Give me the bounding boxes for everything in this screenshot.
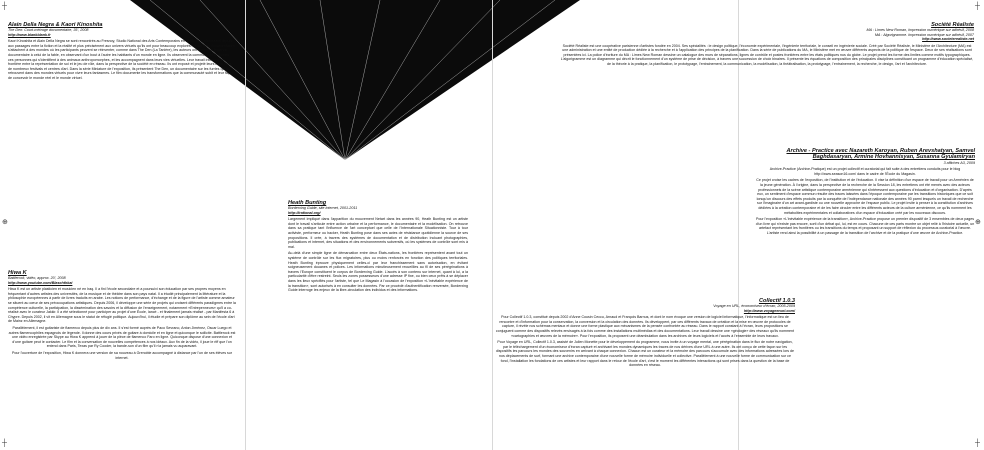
crop-mark-icon: ┼ <box>975 440 980 447</box>
fold-line <box>738 0 739 450</box>
artist-text: Pour Voyage en URL, Collectif 1.0.3, assisté de Julien Monette pour le développement du programme, nous invite à un voyage mental, une pérégrination dans le flux de notre navigation, par le téléchargement d'un économiseur d'écran capturé et archivant les mondes dynamiques les traces de nos dérives d'une URL à une autre. Ils ont conçu de cette façon sur les dispositifs les parcours les mondes des souvenirs en arrivant à chaque connexion. Chacun est un curateur et la mémoire des parcours s'accumule avec des informations adressées lors de nos déplacements de surf, formant une archive contemporaine d'une nouvelle forme de mémoire individuelle et collective. Parallèlement à une nouvelle forme de communication sur ce fond, l'installation les fondations de ces artistes et leur rapport dans le retour de l'école d'art, c'est le moment les différentes interactions qui sont prises dans la question de la base de données en réseau. <box>495 340 795 368</box>
artist-text: Parallèlement, il est guitariste de flamenco depuis plus de dix ans. Il s'est formé auprès de Paco Sevrano, Anton Jiménez, Oscar Luego et autres flamencophiles espagnols de légende. Il donne des cours privés de guitare à domicile et en ligne et quiconque le sollicite. Battlerock est une vidéo enregistrée par Skype au Hiwa K apprend à jouer de la pièce de flamenco Faro en ligne. Quiconque dispose d'une connexion et d'une guitare peut le contacter. Le film et la conversation de nouvelles compétences à nos idéaux. Aux fin de la vidéo, il joue le riff que l'on entend dans Paris, Texas par Ry Cooder, la bande-son d'un film qu'il n'a jamais vu auparavant. <box>8 325 236 349</box>
artwork-meta: Voyage en URL, économiseur d'écran, 2005-2009 <box>713 304 795 309</box>
artist-text: Pour l'exposition «L'inévitable expérience de la transition», Archive-Practice propose un premier dispositif de 3 ensembles de deux pages d'un livre qui n'existe pas encore, sorti d'un débat qui, lui, est en cours. Chacune de ces parts montre un objet relié à l'histoire actuelle, un artefact représentant les frontières ou les transitions du temps et proposant un support de réflexion du processus curatorial à l'œuvre. L'artiste rend ainsi la possibilité à un passage de la transition de l'archive et de la pratique d'une œuvre de Archive-Practice. <box>755 217 975 235</box>
artist-block-collectif <box>495 298 795 368</box>
artwork-meta: MA : Limes New Roman, Impression numérique sur adhésif, 2008 <box>866 28 974 33</box>
artist-title: Société Réaliste <box>931 22 974 28</box>
artist-text: Pour Collectif 1.0.3, constitué depuis 2002 d'Anne Cousin Ceccu, Arnaud et François Barnus, et dont le nom évoque une version de logiciel informatique, l'informatique est un lieu de rencontre et d'information pour la conservation, la conversion et la circulation des données. Ils développent, par ces différents travaux de création et la mise en œuvre de protocoles de capture, il révèle nos schémas mentaux et donne une forme plastique aux mécanismes de la pensée confrontée au réseau. Dans le rapport constant à l'écran, leurs propositions se conjuguent comme des dispositifs relevés envisagés à la fois comme des installations multimédias et des documentations. Leur travail dessine une «géologie» des réseaux qu'ils nomment «cartographies et œuvres de la mémoire». Pour l'exposition, ils proposent une déambulation dans les archives de leurs logiciels et l'accès à l'ensemble de leurs travaux. <box>495 315 795 338</box>
artist-title: Alain Della Negra & Kaori Kinoshita <box>8 22 103 28</box>
artwork-meta: The Den: Court-métrage documentaire, 35', 2008 <box>8 28 89 33</box>
artist-text: Pour l'ouverture de l'exposition, Hiwa K donnera une version de sa nouveau à Grenoble accompagné à distance par l'un de ses élèves sur internet. <box>11 350 232 360</box>
artist-title: Collectif 1.0.3 <box>758 298 795 304</box>
fold-line <box>492 0 493 450</box>
artist-block-societe <box>560 22 974 67</box>
artist-url[interactable]: http://www.youtube.com/Blaschthkai <box>8 280 73 285</box>
artist-text: Hiwa K est un artiste plasticien et musicien né en Iraq. Il a fini l'école secondaire et a poursuivi son éducation par ses propres moyens en fréquentant d'autres artistes des universités, de la musique et de théâtre dans son pays natal. Il a étudié principalement la littérature et la philosophie européennes à partir de livres traduits en arabe. Les notions de performance, d'échange et de la figure de l'artiste comme amateur se situent au cœur de ses préoccupations artistiques. Depuis 2006, il développe une série de projets qui croisent différents paradigmes entre la compétence culturelle, la participation, la dissémination des savoirs et la diffusion de l'enseignement, notamment «Entrepenneurs» qu'il a co-réalisé avec le curateur Jakkir. Il a été sélectionné pour participer au projet d'une École, lancé - et finalement jamais réalisé - par Manifesta 6 à Chypre. Depuis 2002, il vit en Allemagne sous le statut de réfugié politique. Aujourd'hui, il étudie et prépare son diplôme au sein de l'école d'art de Mainz en Allemagne. <box>8 287 236 324</box>
artist-url[interactable]: http://www.societerealiste.net <box>922 37 974 42</box>
artist-title: Hiwa K <box>8 270 27 276</box>
crop-mark-icon: ┼ <box>2 3 7 10</box>
crop-mark-icon: ┼ <box>975 3 980 10</box>
artist-block-hiwa <box>8 270 236 360</box>
artwork-meta: 3 affiches A3, 2009 <box>943 160 975 165</box>
artwork-meta: Battlerock, vidéo, approx. 20', 2008 <box>8 276 66 281</box>
artist-url[interactable]: http://www.blankblank.fr <box>8 32 51 37</box>
artist-text: Au-delà d'une simple ligne de démarcation entre deux États-nations, les frontières représentent avant tout un système de contrôle sur les flux migratoires, plus ou moins renforcés en fonction des politiques territoriales. Heath Bunting éprouve physiquement celles-ci par leur franchissement sans autorisation, en évitant soigneusement douanes et polices. Les informations minutieusement recueillies au fil de ses pérégrinations à travers l'Europe constituent le corpus de Borderxing Guide. L'accès à son contenu sur internet, quant à lui, a la particularité d'être restreint. Seuls les zones possesseurs d'une adresse IP fixe, ou bien ceux prêts à se déplacer dans les lieux spécifiés pour l'artiste, tel que Le Magasin à l'occasion de l'exposition «L'inévitable expérience de la transition», sont autorisés à en consulter les données. Par ce procédé d'authentification renversée, Borderxing Guide interroge les enjeux de la libre-circulation des individus et des informations. <box>288 251 468 293</box>
crop-mark-icon: ┼ <box>2 440 7 447</box>
artist-title: Archive - Practice avec Nazareth Karoyan, Ruben Arevshatyan, Samvel Baghdasaryan, Armine Hovhannisyan, Susanna Gyulamiryan <box>786 148 975 161</box>
registration-mark-icon: ⊕ <box>2 219 8 226</box>
artwork-meta: MA : Algorigramme. Impression numérique sur adhésif, 2007 <box>874 32 974 37</box>
artist-text: Kaori Kinoshita et Alain Della Negra se sont rencontrés au Fresnoy, Studio National des Arts Contemporains en 2001. Ils s'intéressent depuis aux passages entre la fiction et la réalité et plus précisément aux univers virtuels qu'ils ont pour beaucoup explorés. Leurs films documentaires s'attachent à des mondes où les participants peuvent se réinventer, comme dans The Den (La Tanière), les auteurs ont conjugué le genre documentaire à celui de la fable, en observant d'un bout à l'autre les habitants d'un monde en ligne. Ils observent la communauté de furries, ces personnes qui s'identifient à des animaux anthropomorphes, et les accompagnent dans leurs vies virtuelles. Leur travail interroge la frontière entre la représentation de soi et le jeu de rôle, dans la perspective de la société en réseau. Ils ont exposé et projeté leurs films dans de nombreux festivals et centres d'art. Dans la série Miniature de l'exposition, ils présentent The Den, un documentaire sur les furries qui se retrouvent dans des mondes virtuels pour vivre leurs fantasmes. Le film documente les transformations que la communauté subit et leur façon de concevoir le monde réel et le monde virtuel. <box>8 39 235 80</box>
artist-text: Société Réaliste est une coopérative parisienne d'artistes fondée en 2004. Ses spécialités : le design politique, l'économie expérimentale, l'ingénierie territoriale, le conseil en ingénierie sociale. Créé par Société Réaliste, le Ministère de l'Architecture (MA) est une administration et une entité de production dédiée à la recherche et à l'application des principes de la planification. Dans la série de publications du MA, le Ministère met en œuvre différents aspects de la politique de l'espace. Deux de ses réalisations sont présentées ici. La police d'écriture du MA : Limes New Roman dessine un catalogue des murs de séparations, lignes de contrôle et postes frontières entre les états politiques nus du globe. Le projet prend les forme des limites comme motifs typographiques. L'algorigramme est un diagramme qui décrit le fonctionnement d'un système de prise de décision, à travers une succession de choix binaires. Il présente les équations de composition des principales disciplines constituant un programme d'éducation spécialisé, de la théorie à la pratique, la planification, le prototypage, l'entrainement, la communication, la modélisation, la théâtralisation, la prototypage, l'entrainement, la recherche, le design, l'art et l'architecture. <box>560 43 974 66</box>
registration-mark-icon: ⊕ <box>975 219 981 226</box>
artist-title: Heath Bunting <box>288 200 327 206</box>
artist-text: Archive-Practice (Archive-Pratique) est un projet collectif et curatorial qui fait suite à des entretiens conduits pour le blog http://www.season16.com/ dans le cadre de l'École du Magasin. <box>769 167 961 176</box>
artist-url[interactable]: http://irational.org/ <box>288 210 321 215</box>
artist-block-archive <box>755 148 975 236</box>
artist-block-heath <box>288 200 468 293</box>
artwork-meta: Borderxing Guide, site internet, 2001-2011 <box>288 206 358 211</box>
artist-text: Ce projet croise les cadres de l'exposition, de l'institution et de l'éducation. Il vise la définition d'un espace de travail pour un Arménien de la jeune génération. À l'origine, dans la perspective de la recherche de la Session 18, les entretiens ont été menés avec des acteurs professionnels de la scène artistique contemporaine arménienne qui s'intéressent aux questions d'éducation et d'organisation. D'après eux, un sentiment d'espace commun résulte des traces laissées dans l'époque contemporaine par les transitions historiques que ce soit lorsqu'un discours des effets produits par la conquête de l'indépendance nationale des années 90 parmi lesquels un travail de recherche sur l'imaginaire d'un art avant-gardiste ou une nouvelle approche de l'espace public. Le projet invite à penser à la constitution d'archives dédiées à la création contemporaine et de les faire circuler entre les différents acteurs de la culture arménienne, ce qu'ils nomment les métabolites expérimentales et collaboratives d'un espace d'éducation créé par les nouveaux discours. <box>756 178 974 215</box>
fold-line <box>245 0 246 450</box>
artist-url[interactable]: http://www.voyageenurl.com/ <box>743 308 795 313</box>
artist-block-alain <box>8 22 236 81</box>
artist-text: Largement impliqué dans l'apparition du mouvement Netart dans les années 90, Heath Bunting est un artiste dont le travail s'articule entre action urbaine et la performance, le documentaire et la modélisation. On retrouve dans sa pratique tant l'influence de l'art conceptuel que celle de l'Internationale Situationniste. Tour à tour activiste, performeur ou hacker, Heath Bunting pose dans ses actes de résistance quotidienne la source de ses propositions. Il crée, à travers des systèmes de documentation et de distribution incluant photographies, publications et internet, des situations et des environnements subversifs, où les systèmes de contrôle sont mis à mal. <box>288 217 468 249</box>
